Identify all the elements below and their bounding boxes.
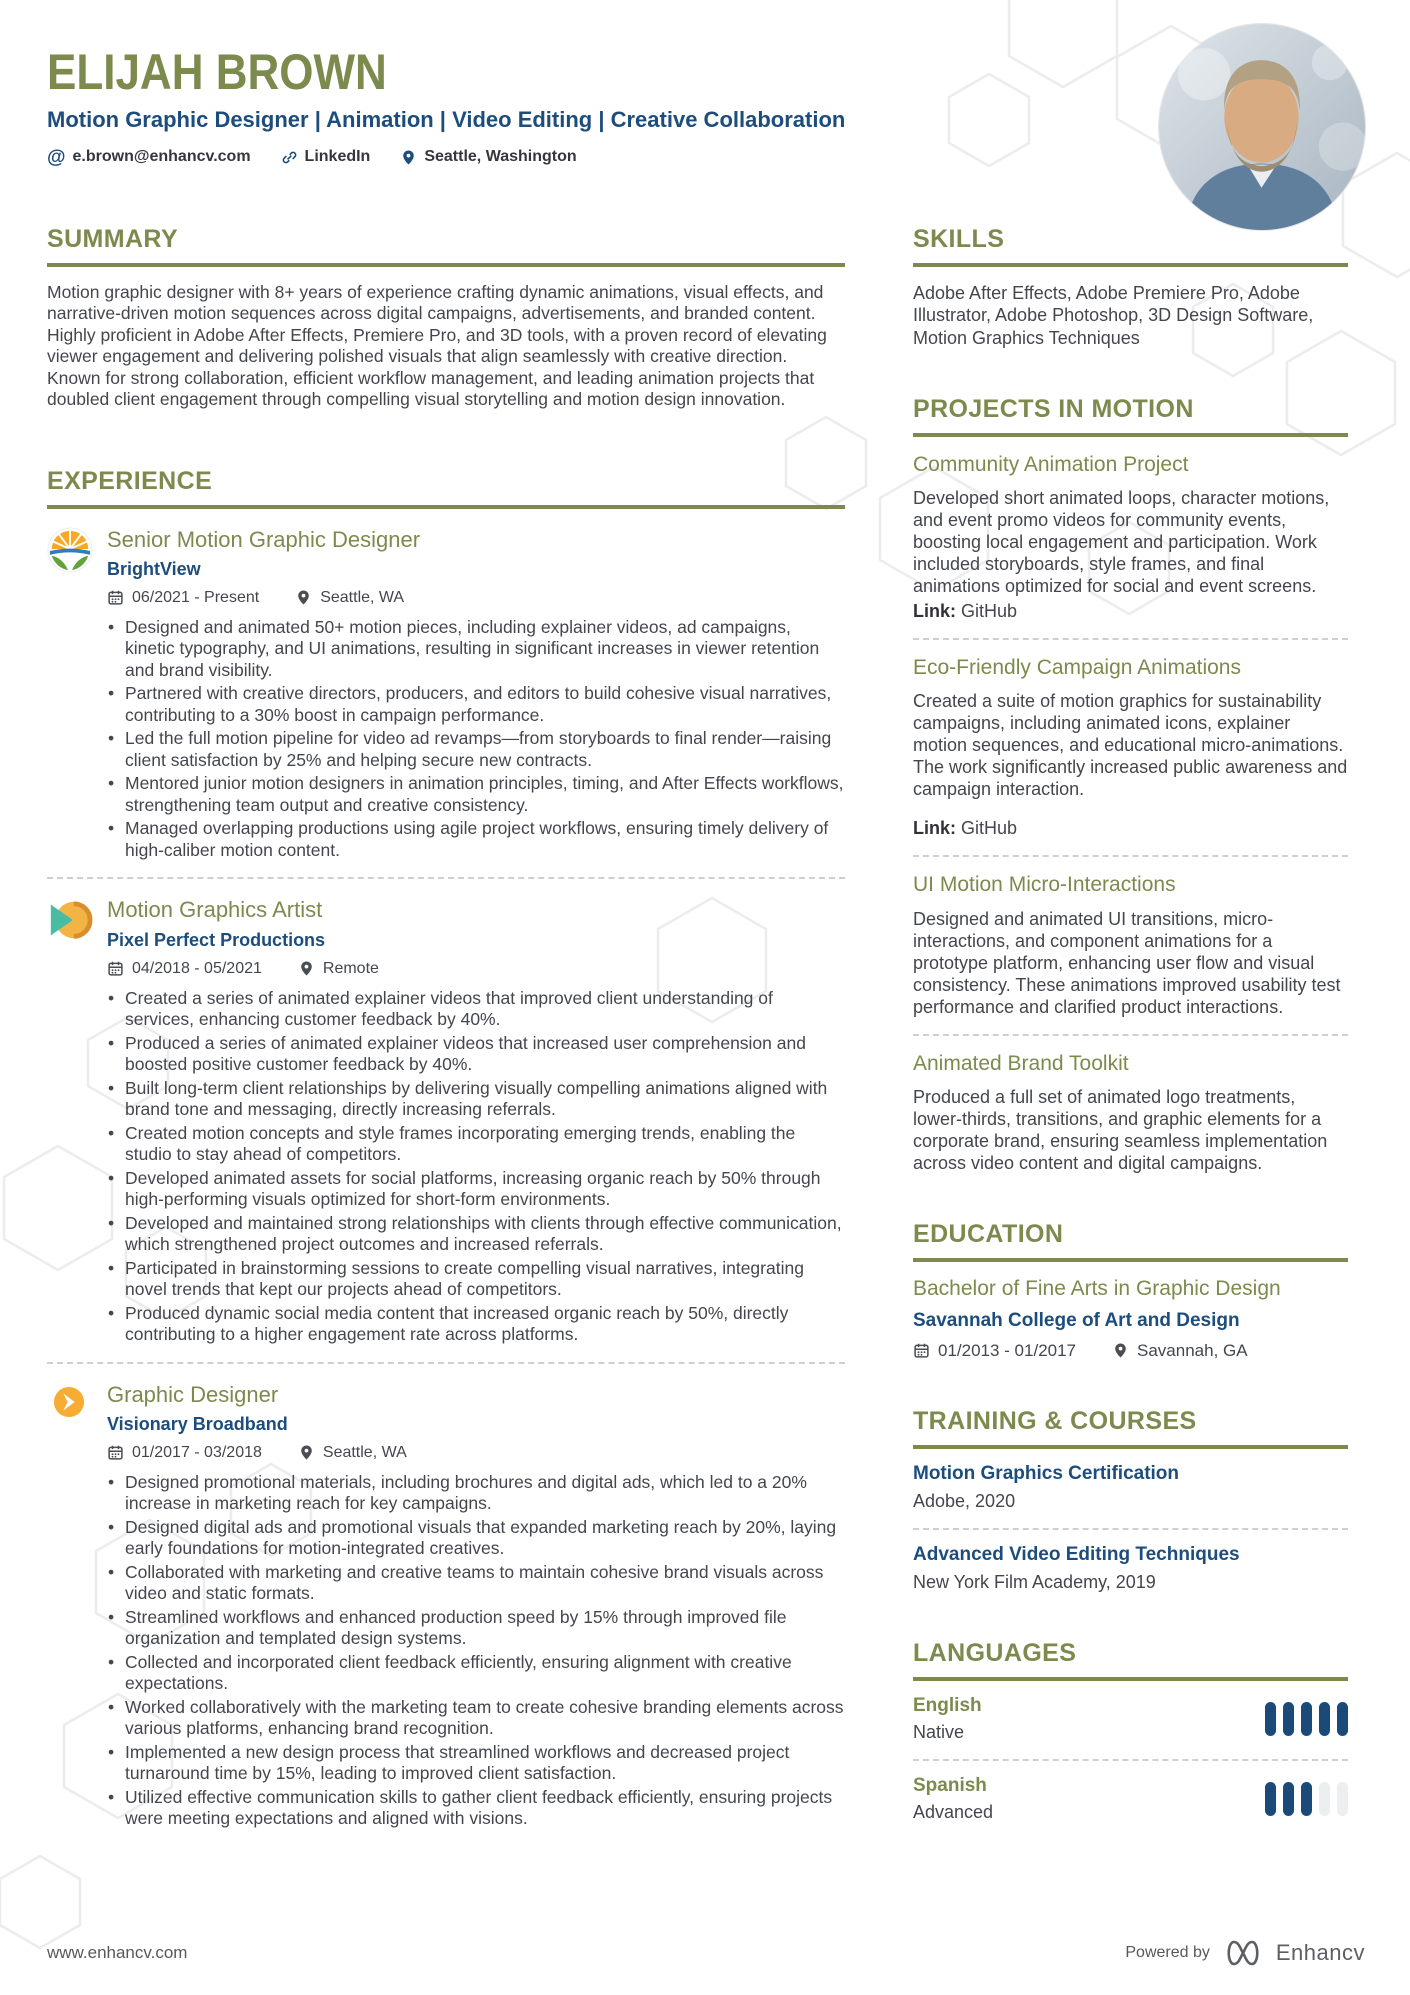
location-pin-icon	[295, 589, 312, 606]
job-bullet: • Produced a series of animated explainer videos that increased user comprehension and boosted positive customer feedback by 40%.	[103, 1033, 845, 1076]
job-dates: 01/2017 - 03/2018	[107, 1444, 262, 1462]
job-title: Senior Motion Graphic Designer	[107, 526, 421, 552]
project-title: UI Motion Micro-Interactions	[913, 873, 1176, 897]
training-section	[913, 1407, 1348, 1593]
email-value: e.brown@enhancv.com	[72, 148, 251, 165]
powered-by-label: Powered by	[1125, 1944, 1210, 1961]
language-level-bar	[1265, 1782, 1276, 1816]
project-link-label: Link:	[913, 601, 956, 622]
language-level-bar	[1265, 1702, 1276, 1736]
project-description: Produced a full set of animated logo treatments, lower-thirds, transitions, and graphic elements for a corporate brand, ensuring seamless implementation across video content and digital campaigns.	[913, 1086, 1328, 1173]
job-bullet: • Designed and animated 50+ motion pieces, including explainer videos, ad campaigns, kinetic typography, and UI animations, resulting in significant increases in viewer retention and brand visibility.	[103, 617, 845, 682]
projects-section	[913, 395, 1348, 1174]
job-bullet: • Designed digital ads and promotional visuals that expanded marketing reach by 20%, laying early foundations for motion-integrated creatives.	[103, 1517, 845, 1560]
job-bullet: • Worked collaboratively with the marketing team to create cohesive branding elements across various platforms, enhancing brand recognition.	[103, 1697, 845, 1740]
language-level-bars	[1265, 1782, 1348, 1816]
project-link-github[interactable]: GitHub	[961, 601, 1018, 622]
education-section	[913, 1220, 1348, 1361]
language-level-bar	[1283, 1702, 1294, 1736]
brightview-company-logo	[47, 527, 93, 573]
course-entry	[913, 1530, 1348, 1593]
calendar-icon	[107, 960, 124, 977]
education-school: Savannah College of Art and Design	[913, 1309, 1240, 1331]
language-level-bar	[1319, 1702, 1330, 1736]
language-entry	[913, 1761, 1348, 1823]
job-bullet: • Created a series of animated explainer videos that improved client understanding of services, enhancing customer feedback by 40%.	[103, 988, 845, 1031]
language-level-bars	[1265, 1702, 1348, 1736]
education-degree: Bachelor of Fine Arts in Graphic Design	[913, 1276, 1281, 1300]
profile-photo-image	[1159, 24, 1365, 230]
education-dates: 01/2013 - 01/2017	[913, 1341, 1076, 1361]
job-bullet: • Developed animated assets for social platforms, increasing organic reach by 50% through high-performing visuals optimized for short-form environments.	[103, 1168, 845, 1211]
experience-entry	[47, 879, 845, 1363]
project-description: Created a suite of motion graphics for sustainability campaigns, including animated icons, explainer motion sequences, and educational micro-animations. The work significantly increased public awareness and campaign interaction.	[913, 691, 1348, 800]
calendar-icon	[107, 589, 124, 606]
calendar-icon	[107, 1444, 124, 1461]
page-footer	[47, 1939, 1365, 1967]
job-location: Remote	[298, 960, 379, 978]
language-entry	[913, 1681, 1348, 1743]
skills-heading: SKILLS	[913, 224, 1005, 253]
language-level-bar	[1283, 1782, 1294, 1816]
job-bullet: • Developed and maintained strong relationships with clients through effective communication, which strengthened project outcomes and increased referrals.	[103, 1213, 845, 1256]
resume-header	[0, 0, 1410, 167]
education-location: Savannah, GA	[1112, 1341, 1248, 1361]
at-icon: @	[47, 146, 66, 168]
job-company: Visionary Broadband	[107, 1413, 288, 1434]
job-title: Motion Graphics Artist	[107, 897, 323, 923]
candidate-title: Motion Graphic Designer | Animation | Video Editing | Creative Collaboration	[47, 106, 846, 132]
job-bullet: • Utilized effective communication skills to gather client feedback efficiently, ensuring projects were meeting expectations and aligned with visions.	[103, 1787, 845, 1830]
enhancv-infinity-logo-icon	[1222, 1939, 1264, 1967]
training-heading: TRAINING & COURSES	[913, 1406, 1197, 1435]
job-bullet: • Managed overlapping productions using agile project workflows, ensuring timely delivery of high-caliber motion content.	[103, 818, 845, 861]
job-bullet: • Implemented a new design process that streamlined workflows and decreased project turnaround time by 15%, leading to improved client satisfaction.	[103, 1742, 845, 1785]
link-icon	[281, 149, 298, 166]
job-bullet-list	[103, 1472, 845, 1830]
skills-list: Adobe After Effects, Adobe Premiere Pro, Adobe Illustrator, Adobe Photoshop, 3D Design Software, Motion Graphics Techniques	[913, 282, 1314, 348]
job-company: Pixel Perfect Productions	[107, 929, 326, 950]
project-link-github[interactable]: GitHub	[961, 818, 1018, 839]
course-entry	[913, 1449, 1348, 1530]
job-bullet: • Streamlined workflows and enhanced production speed by 15% through improved file organization and templated design systems.	[103, 1607, 845, 1650]
project-entry	[913, 437, 1348, 640]
job-dates: 06/2021 - Present	[107, 589, 259, 607]
job-bullet: • Collected and incorporated client feedback efficiently, ensuring alignment with creative expectations.	[103, 1652, 845, 1695]
project-entry	[913, 640, 1348, 857]
experience-heading: EXPERIENCE	[47, 466, 213, 495]
experience-section	[47, 467, 845, 1830]
job-bullet: • Built long-term client relationships by delivering visually compelling animations aligned with brand tone and messaging, directly increasing referrals.	[103, 1078, 845, 1121]
location-pin-icon	[298, 1444, 315, 1461]
location-pin-icon	[1112, 1342, 1129, 1359]
summary-section	[47, 225, 845, 411]
language-level-bar	[1337, 1782, 1348, 1816]
project-title: Animated Brand Toolkit	[913, 1051, 1129, 1075]
job-dates: 04/2018 - 05/2021	[107, 960, 262, 978]
course-organization: Adobe, 2020	[913, 1490, 1016, 1511]
project-entry	[913, 857, 1348, 1035]
enhancv-website-url: www.enhancv.com	[47, 1943, 188, 1962]
languages-heading: LANGUAGES	[913, 1638, 1077, 1667]
job-bullet: • Designed promotional materials, including brochures and digital ads, which led to a 20% increase in marketing reach for key campaigns.	[103, 1472, 845, 1515]
candidate-name: ELIJAH BROWN	[47, 44, 387, 100]
job-bullet: • Mentored junior motion designers in animation principles, timing, and After Effects workflows, strengthening team output and creative consistency.	[103, 773, 845, 816]
course-title: Advanced Video Editing Techniques	[913, 1543, 1240, 1565]
project-description: Developed short animated loops, character motions, and event promo videos for community events, boosting local engagement and participation. Work included storyboards, style frames, and final animations optimized for social and event screens.	[913, 488, 1330, 597]
skills-section	[913, 225, 1348, 350]
job-bullet: • Collaborated with marketing and creative teams to maintain cohesive brand visuals across video and static formats.	[103, 1562, 845, 1605]
job-title: Graphic Designer	[107, 1381, 279, 1407]
job-bullet: • Produced dynamic social media content that increased organic reach by 50%, directly contributing to a higher engagement rate across platforms.	[103, 1303, 845, 1346]
job-bullet-list	[103, 617, 845, 862]
job-bullet: • Partnered with creative directors, producers, and editors to build cohesive visual narratives, contributing to a 30% boost in campaign performance.	[103, 683, 845, 726]
experience-entry	[47, 509, 845, 880]
email-contact[interactable]	[47, 148, 251, 167]
linkedin-label: LinkedIn	[304, 148, 371, 165]
location-pin-icon	[298, 960, 315, 977]
calendar-icon	[913, 1342, 930, 1359]
language-name: English	[913, 1694, 982, 1716]
enhancv-brand-name: Enhancv	[1275, 1940, 1365, 1965]
job-bullet-list	[103, 988, 845, 1346]
powered-by-badge[interactable]	[1125, 1939, 1365, 1967]
job-bullet: • Led the full motion pipeline for video ad revamps—from storyboards to final render—raising client satisfaction by 25% and helping secure new contracts.	[103, 728, 845, 771]
summary-heading: SUMMARY	[47, 224, 179, 253]
language-level: Native	[913, 1721, 965, 1742]
language-level-bar	[1319, 1782, 1330, 1816]
location-pin-icon	[400, 149, 417, 166]
job-bullet: • Created motion concepts and style frames incorporating emerging trends, enabling the studio to stay ahead of competitors.	[103, 1123, 845, 1166]
project-title: Community Animation Project	[913, 453, 1189, 476]
pixel-perfect-company-logo	[47, 897, 93, 943]
section-rule	[47, 263, 845, 267]
project-link-label: Link:	[913, 818, 956, 839]
languages-section	[913, 1639, 1348, 1823]
linkedin-link[interactable]	[281, 148, 371, 166]
language-level-bar	[1301, 1702, 1312, 1736]
job-company: BrightView	[107, 558, 201, 579]
project-entry	[913, 1036, 1348, 1174]
job-bullet: • Participated in brainstorming sessions to create compelling visual narratives, integrating novel trends that kept our projects ahead of competitors.	[103, 1258, 845, 1301]
course-title: Motion Graphics Certification	[913, 1462, 1180, 1484]
language-level-bar	[1301, 1782, 1312, 1816]
education-heading: EDUCATION	[913, 1219, 1064, 1248]
language-name: Spanish	[913, 1774, 987, 1796]
job-location: Seattle, WA	[295, 589, 404, 607]
section-rule	[913, 263, 1348, 267]
course-organization: New York Film Academy, 2019	[913, 1571, 1156, 1592]
location-contact	[400, 148, 576, 166]
job-location: Seattle, WA	[298, 1444, 407, 1462]
language-level: Advanced	[913, 1801, 994, 1822]
visionary-company-logo	[53, 1386, 85, 1418]
summary-text: Motion graphic designer with 8+ years of experience crafting dynamic animations, visual effects, and narrative-driven motion sequences across digital campaigns, advertisements, and branded content. Highly proficient in Adobe After Effects, Premiere Pro, and 3D tools, with a proven record of elevating viewer engagement and delivering polished visuals that align seamlessly with creative direction. Known for strong collaboration, efficient workflow management, and leading animation projects that doubled client engagement through compelling visual storytelling and motion design innovation.	[47, 281, 827, 409]
project-description: Designed and animated UI transitions, micro-interactions, and component animations for a prototype platform, enhancing user flow and visual consistency. These animations improved usability test performance and clarified product interactions.	[913, 908, 1341, 1017]
location-value: Seattle, Washington	[424, 148, 577, 165]
language-level-bar	[1337, 1702, 1348, 1736]
experience-entry	[47, 1364, 845, 1830]
section-rule	[913, 1258, 1348, 1262]
project-title: Eco-Friendly Campaign Animations	[913, 656, 1241, 680]
profile-photo	[1159, 24, 1365, 230]
projects-heading: PROJECTS IN MOTION	[913, 395, 1194, 423]
